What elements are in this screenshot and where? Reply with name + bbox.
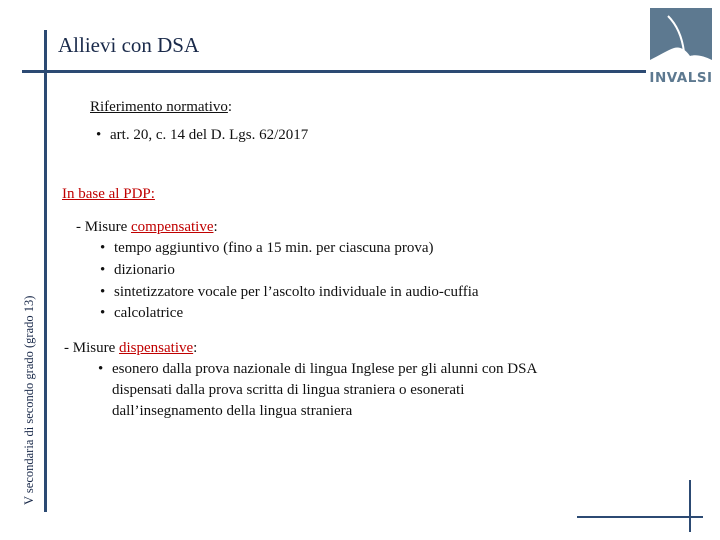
compensative-item: • sintetizzatore vocale per l’ascolto individuale in audio-cuffia <box>100 284 479 300</box>
side-label: V secondaria di secondo grado (grado 13) <box>22 295 36 505</box>
corner-vertical-line <box>689 480 691 532</box>
dispensative-item-continued: dispensati dalla prova scritta di lingua straniera o esonerati <box>112 382 465 398</box>
compensative-item: • calcolatrice <box>100 305 184 321</box>
compensative-item: • dizionario <box>100 262 175 278</box>
compensative-heading: - Misure compensative: <box>76 219 218 235</box>
logo-wordmark: INVALSI <box>649 70 713 86</box>
corner-horizontal-line <box>577 516 703 518</box>
frame-horizontal-line <box>22 70 646 73</box>
pdp-heading: In base al PDP: <box>62 186 155 202</box>
dispensative-item: • esonero dalla prova nazionale di lingua Inglese per gli alunni con DSA <box>98 361 538 377</box>
riferimento-bullet: • art. 20, c. 14 del D. Lgs. 62/2017 <box>96 127 309 143</box>
slide-title: Allievi con DSA <box>58 33 200 57</box>
dispensative-item-continued: dall’insegnamento della lingua straniera <box>112 403 353 419</box>
dispensative-heading: - Misure dispensative: <box>64 340 198 356</box>
compensative-item: • tempo aggiuntivo (fino a 15 min. per ciascuna prova) <box>100 240 434 256</box>
riferimento-heading: Riferimento normativo: <box>90 99 233 115</box>
frame-vertical-line <box>44 30 47 512</box>
